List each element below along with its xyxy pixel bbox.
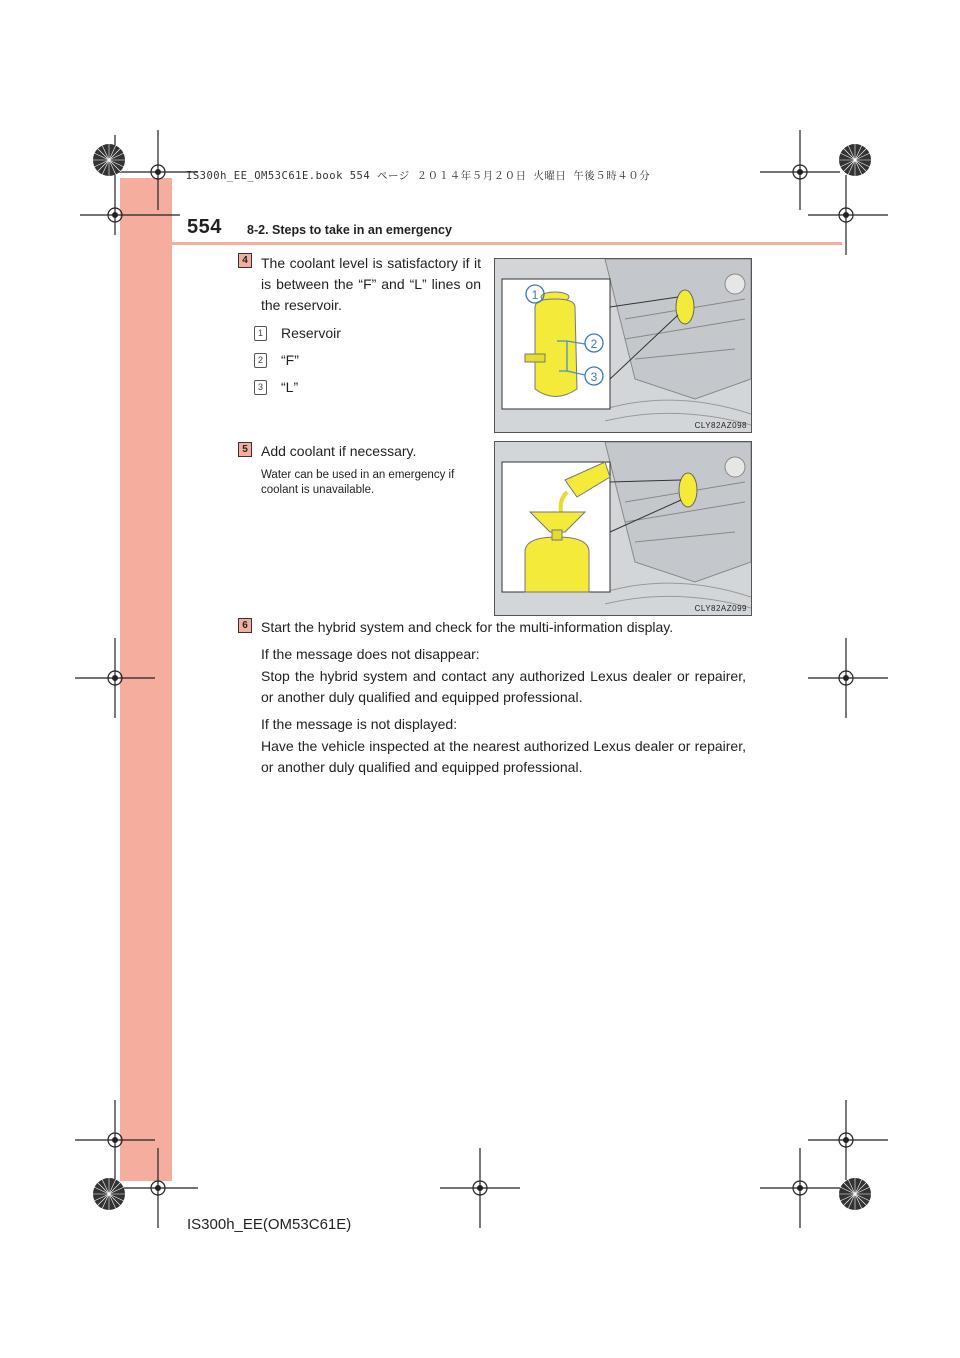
registration-mark-icon	[808, 1100, 888, 1180]
step-5-note: Water can be used in an emergency if coolant is unavailable.	[261, 469, 455, 496]
figure-code: CLY82AZ099	[694, 604, 747, 613]
callout-label-l: “L”	[281, 379, 299, 395]
callout-number-badge: 2	[254, 353, 267, 368]
header-rule	[120, 242, 842, 245]
case-body: Stop the hybrid system and contact any authorized Lexus dealer or repairer, or another duly qualified and equipped professional.	[261, 668, 746, 705]
model-code-footer: IS300h_EE(OM53C61E)	[187, 1216, 352, 1233]
case-heading: If the message is not displayed:	[261, 716, 458, 732]
case-heading: If the message does not disappear:	[261, 646, 480, 662]
svg-text:3: 3	[590, 370, 598, 384]
callout-number-badge: 3	[254, 380, 267, 395]
callout-label-reservoir: Reservoir	[281, 325, 341, 341]
step-6-text: Start the hybrid system and check for the multi-information display.	[261, 619, 674, 635]
step-number-badge: 6	[238, 618, 252, 633]
registration-mark-icon	[118, 130, 198, 210]
add-coolant-illustration	[494, 441, 752, 616]
step-4-text: The coolant level is satisfactory if it is between the “F” and “L” lines on the reservoir.	[261, 255, 481, 313]
book-print-line: IS300h_EE_OM53C61E.book 554 ページ ２０１４年５月２０日 火曜日 午後５時４０分	[186, 170, 651, 182]
starburst-mark-icon	[838, 1177, 872, 1211]
section-title: 8-2. Steps to take in an emergency	[247, 223, 452, 237]
step-number-badge: 4	[238, 253, 252, 268]
callout-number-badge: 1	[254, 326, 267, 341]
case-body: Have the vehicle inspected at the nearest authorized Lexus dealer or repairer, or another duly qualified and equipped professional.	[261, 738, 746, 775]
figure-code: CLY82AZ098	[694, 421, 747, 430]
registration-mark-icon	[440, 1148, 520, 1228]
registration-mark-icon	[808, 638, 888, 718]
reservoir-illustration	[494, 258, 752, 433]
starburst-mark-icon	[92, 143, 126, 177]
step-5-text: Add coolant if necessary.	[261, 443, 417, 459]
starburst-mark-icon	[838, 143, 872, 177]
engine-bay-drawing	[495, 259, 751, 432]
page-number: 554	[187, 216, 222, 238]
step-number-badge: 5	[238, 442, 252, 457]
registration-mark-icon	[75, 638, 155, 718]
svg-text:1: 1	[531, 288, 539, 302]
registration-mark-icon	[808, 175, 888, 255]
svg-text:2: 2	[590, 337, 598, 351]
coolant-pouring-drawing	[495, 442, 751, 615]
callout-label-f: “F”	[281, 352, 299, 368]
starburst-mark-icon	[92, 1177, 126, 1211]
registration-mark-icon	[118, 1148, 198, 1228]
